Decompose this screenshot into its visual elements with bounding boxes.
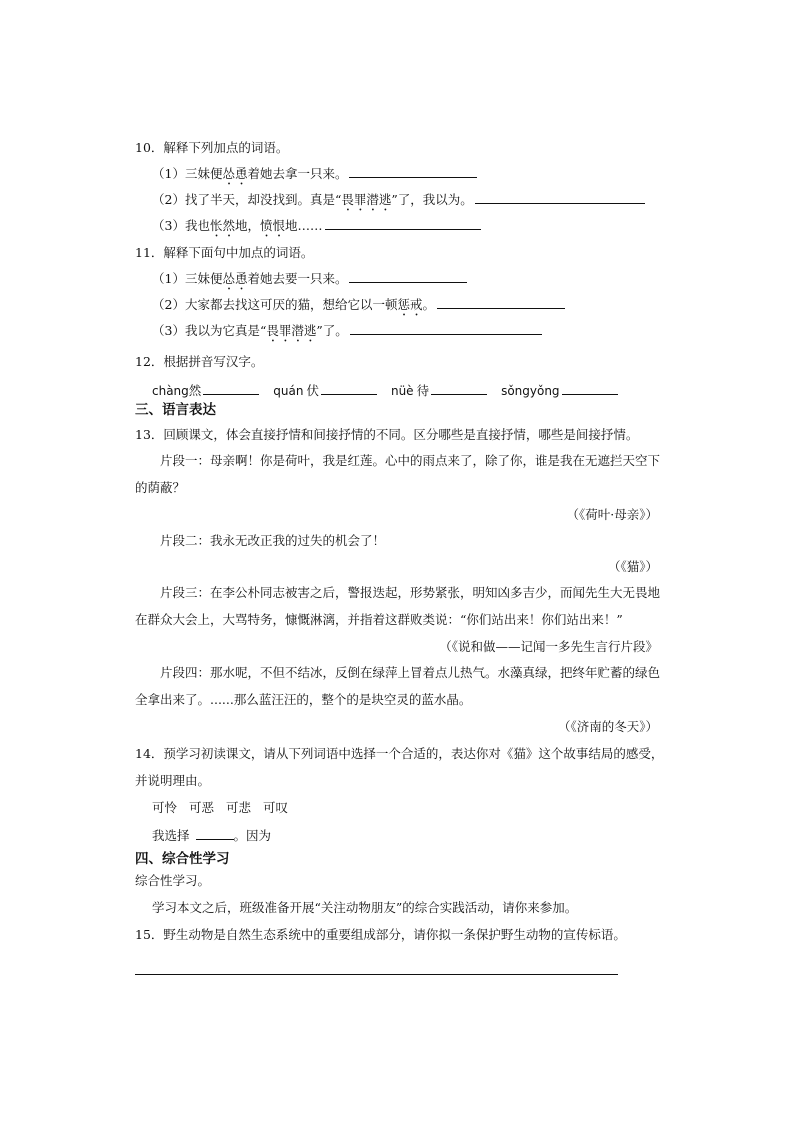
q10-item-3-post: 地…… (285, 218, 323, 233)
q11-item-2 (152, 296, 565, 319)
q14-title-line-1: 14．预学习初读课文，请从下列词语中选择一个合适的，表达你对《猫》这个故事结局的感受， (135, 746, 664, 761)
section-3-heading: 三、语言表达 (135, 402, 216, 418)
q10-item-1-dotted-word: 怂恿 (222, 166, 248, 181)
q15-title: 15．野生动物是自然生态系统中的重要组成部分，请你拟一条保护野生动物的宣传标语。 (135, 927, 626, 942)
q12-char-1: 然 (188, 383, 202, 398)
q12-char-3: 待 (416, 383, 430, 398)
q10-item-3-pre: （3）我也 (152, 218, 210, 233)
q12-blank-1[interactable] (203, 382, 259, 395)
q13-passage-4-line-2: 全拿出来了。......那么蓝汪汪的，整个的是块空灵的蓝水晶。 (135, 692, 472, 707)
q13-title: 13．回顾课文，体会直接抒情和间接抒情的不同。区分哪些是直接抒情，哪些是间接抒情。 (135, 427, 639, 442)
q10-item-2-dotted-word: 畏罪潜逃 (341, 192, 392, 207)
q10-item-3-dotted-word-1: 怅然 (209, 218, 235, 233)
q10-item-3-answer-blank[interactable] (325, 217, 481, 230)
q12-title: 12．根据拼音写汉字。 (135, 354, 264, 369)
q12-blank-4[interactable] (562, 382, 618, 395)
q10-title: 10．解释下列加点的词语。 (135, 140, 289, 155)
q10-item-1-pre: （1）三妹便 (152, 166, 223, 181)
q10-item-3 (152, 217, 481, 240)
q11-item-2-pre: （2）大家都去找这可厌的猫，想给它以一顿 (152, 297, 398, 312)
q12-pinyin-2: quán (273, 384, 304, 398)
q12-pinyin-3: nüè (390, 384, 414, 398)
q13-passage-2-source: （《猫》） (607, 559, 658, 574)
q13-passage-3-line-2: 在群众大会上，大骂特务，慷慨淋漓，并指着这群败类说：“你们站出来！你们站出来！” (135, 612, 623, 627)
q11-item-1 (152, 270, 467, 293)
q11-item-2-dotted-word: 惩戒 (397, 297, 423, 312)
q10-item-2-post: ”了，我以为。 (391, 192, 473, 207)
q13-passage-4-source: （《济南的冬天》） (557, 719, 658, 734)
q10-item-1-answer-blank[interactable] (349, 165, 477, 178)
q11-item-2-post: 。 (422, 297, 435, 312)
q11-item-3-answer-blank[interactable] (350, 322, 542, 335)
q14-option-3: 可悲 (226, 800, 252, 815)
q10-item-3-dotted-word-2: 愤恨 (259, 218, 285, 233)
q13-passage-3-line-1: 片段三：在李公朴同志被害之后，警报迭起，形势紧张，明知凶多吉少，而闻先生大无畏地 (160, 585, 661, 600)
section-4-heading: 四、综合性学习 (135, 851, 230, 867)
q14-answer-suffix: 。因为 (233, 828, 272, 843)
q10-item-2-answer-blank[interactable] (475, 191, 645, 204)
q12-pinyin-1: chàng (152, 384, 189, 398)
q11-item-1-dotted-word: 怂恿 (222, 271, 248, 286)
q10-item-3-mid: 地， (234, 218, 260, 233)
q12-pinyin-4: sǒngyǒng (501, 384, 560, 398)
q14-option-1: 可怜 (152, 800, 178, 815)
q11-item-3 (152, 322, 542, 345)
q12-char-2: 伏 (306, 383, 319, 398)
q14-choice-blank[interactable] (196, 827, 234, 840)
q15-answer-line[interactable] (135, 974, 618, 975)
q14-option-4: 可叹 (263, 800, 289, 815)
q15-context: 学习本文之后，班级准备开展“关注动物朋友”的综合实践活动，请你来参加。 (152, 900, 578, 915)
q13-passage-1-line-1: 片段一：母亲啊！你是荷叶，我是红莲。心中的雨点来了，除了你，谁是我在无遮拦天空下 (160, 453, 661, 468)
q13-passage-3-source: （《说和做——记闻一多先生言行片段》 (439, 639, 658, 654)
q11-item-1-pre: （1）三妹便 (152, 271, 223, 286)
q12-blank-3[interactable] (431, 382, 487, 395)
q13-passage-1-line-2: 的荫蔽？ (135, 480, 186, 495)
q10-item-2-pre: （2）找了半天，却没找到。真是“ (152, 192, 342, 207)
q11-item-3-post: ”了。 (316, 323, 348, 338)
q15-intro: 综合性学习。 (135, 873, 211, 888)
q11-item-1-answer-blank[interactable] (349, 270, 467, 283)
q10-item-1-post: 着她去拿一只来。 (247, 166, 348, 181)
q14-answer-line (152, 827, 271, 845)
q12-blank-2[interactable] (321, 382, 377, 395)
q11-item-2-answer-blank[interactable] (437, 296, 565, 309)
q11-title: 11．解释下面句中加点的词语。 (135, 245, 314, 260)
q13-passage-2: 片段二：我永无改正我的过失的机会了！ (160, 533, 386, 548)
q10-item-2 (152, 191, 645, 214)
q11-item-3-dotted-word: 畏罪潜逃 (266, 323, 317, 338)
q14-option-2: 可恶 (189, 800, 215, 815)
q11-item-3-pre: （3）我以为它真是“ (152, 323, 267, 338)
q14-options (152, 799, 288, 817)
q10-item-1 (152, 165, 477, 188)
q14-title-line-2: 并说明理由。 (135, 773, 211, 788)
q13-passage-4-line-1: 片段四：那水呢，不但不结冰，反倒在绿萍上冒着点儿热气。水藻真绿，把终年贮蓄的绿色 (160, 665, 661, 680)
q12-pinyin-row (152, 382, 618, 400)
q14-answer-prefix: 我选择 (152, 828, 190, 843)
q11-item-1-post: 着她去要一只来。 (247, 271, 348, 286)
q13-passage-1-source: （《荷叶·母亲》） (566, 507, 658, 522)
